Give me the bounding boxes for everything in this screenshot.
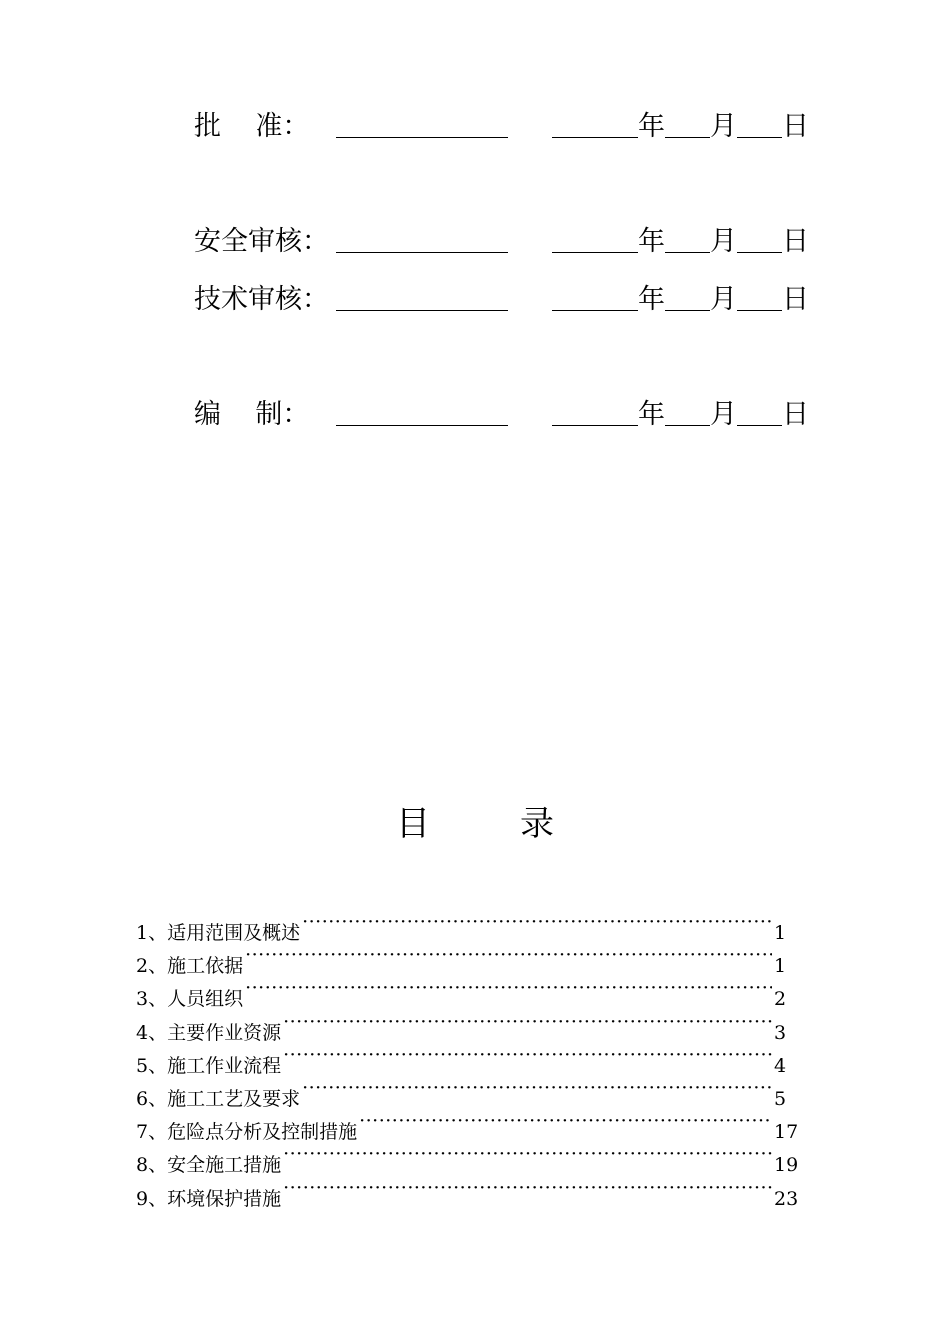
signature-label: 技术审核：: [194, 284, 329, 315]
signature-blank[interactable]: [336, 397, 508, 426]
toc-item[interactable]: [136, 906, 800, 944]
toc-leader-dots: [302, 906, 772, 939]
day-label: 日: [782, 284, 809, 315]
day-label: 日: [782, 111, 809, 142]
toc-item-text: 3、人员组织: [136, 988, 244, 1011]
toc-title-right: 录: [520, 804, 554, 844]
signature-row-safety-review: [194, 225, 809, 259]
toc-item-text: 6、施工工艺及要求: [136, 1087, 301, 1110]
toc-list: [136, 906, 800, 1210]
signature-row-compile: [194, 398, 809, 432]
signature-label: 安全审核：: [194, 226, 329, 257]
toc-title: [0, 802, 950, 846]
year-label: 年: [638, 399, 665, 430]
day-label: 日: [782, 226, 809, 257]
toc-leader-dots: [245, 972, 772, 1005]
toc-item-page: 23: [774, 1187, 799, 1210]
toc-item-page: 1: [774, 955, 787, 978]
toc-item-page: 3: [774, 1021, 787, 1044]
month-label: 月: [710, 399, 737, 430]
month-blank[interactable]: [665, 282, 710, 311]
day-blank[interactable]: [737, 282, 782, 311]
month-label: 月: [710, 284, 737, 315]
toc-item-text: 2、施工依据: [136, 955, 244, 978]
signature-label: 批 准：: [194, 111, 310, 142]
toc-item-text: 9、环境保护措施: [136, 1187, 282, 1210]
year-blank[interactable]: [552, 397, 638, 426]
signature-blank[interactable]: [336, 282, 508, 311]
toc-leader-dots: [359, 1105, 772, 1138]
year-label: 年: [638, 111, 665, 142]
signature-blank[interactable]: [336, 109, 508, 138]
day-blank[interactable]: [737, 397, 782, 426]
month-blank[interactable]: [665, 109, 710, 138]
month-blank[interactable]: [665, 397, 710, 426]
year-blank[interactable]: [552, 224, 638, 253]
toc-item-text: 7、危险点分析及控制措施: [136, 1121, 358, 1144]
toc-item-text: 5、施工作业流程: [136, 1054, 282, 1077]
toc-leader-dots: [302, 1072, 772, 1105]
day-blank[interactable]: [737, 109, 782, 138]
toc-item-page: 19: [774, 1154, 799, 1177]
signature-blank[interactable]: [336, 224, 508, 253]
signature-row-technical-review: [194, 283, 809, 317]
toc-item-page: 5: [774, 1087, 787, 1110]
toc-leader-dots: [283, 1138, 772, 1171]
toc-item-text: 4、主要作业资源: [136, 1021, 282, 1044]
month-label: 月: [710, 226, 737, 257]
year-blank[interactable]: [552, 282, 638, 311]
signature-label: 编 制：: [194, 399, 310, 430]
toc-title-left: 目: [396, 804, 430, 844]
year-label: 年: [638, 284, 665, 315]
toc-item-page: 4: [774, 1054, 787, 1077]
toc-leader-dots: [245, 939, 772, 972]
toc-leader-dots: [283, 1039, 772, 1072]
toc-item-page: 1: [774, 922, 787, 944]
year-blank[interactable]: [552, 109, 638, 138]
toc-item-page: 17: [774, 1121, 799, 1144]
toc-item-page: 2: [774, 988, 787, 1011]
signature-row-approve: [194, 110, 809, 144]
toc-leader-dots: [283, 1006, 772, 1039]
day-label: 日: [782, 399, 809, 430]
month-blank[interactable]: [665, 224, 710, 253]
toc-item-text: 1、适用范围及概述: [136, 922, 301, 944]
day-blank[interactable]: [737, 224, 782, 253]
month-label: 月: [710, 111, 737, 142]
toc-leader-dots: [283, 1172, 772, 1205]
toc-item-text: 8、安全施工措施: [136, 1154, 282, 1177]
year-label: 年: [638, 226, 665, 257]
